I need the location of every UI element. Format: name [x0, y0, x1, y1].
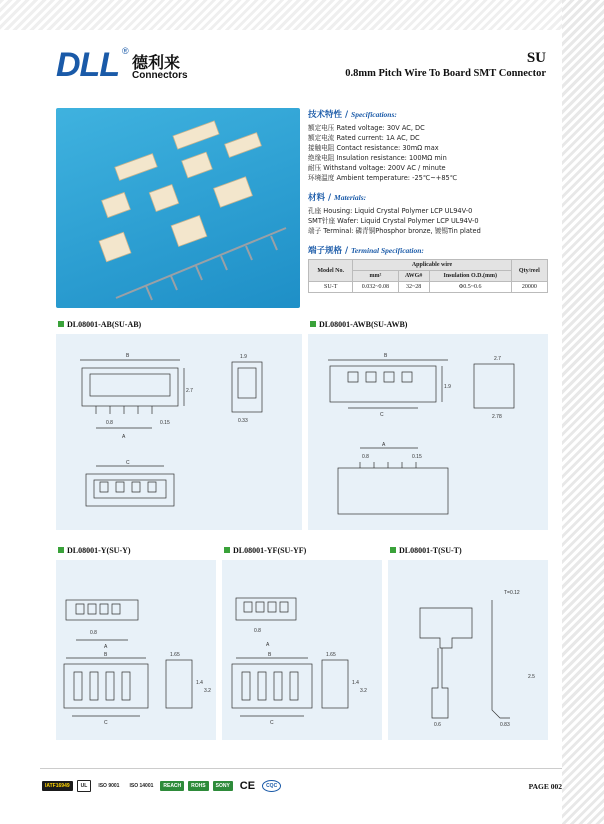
bullet-square-icon — [310, 321, 316, 327]
svg-text:2.7: 2.7 — [494, 356, 501, 362]
drawing-panel-t — [388, 560, 548, 740]
svg-text:A: A — [382, 442, 386, 448]
svg-text:A: A — [104, 644, 108, 650]
svg-text:0.6: 0.6 — [434, 722, 441, 728]
series-title: SU — [526, 50, 546, 66]
drawing-t — [388, 560, 548, 740]
cert-rohs: ROHS — [188, 781, 208, 791]
svg-text:B: B — [104, 652, 108, 658]
col-awg: AWG# — [398, 271, 429, 282]
col-mm2: mm² — [353, 271, 398, 282]
svg-text:0.33: 0.33 — [238, 418, 248, 424]
cert-sony: SONY — [213, 781, 233, 791]
cert-iso9001: ISO 9001 — [95, 781, 122, 791]
svg-text:0.83: 0.83 — [500, 722, 510, 728]
panel-label-t: DL08001-T(SU-T) — [390, 546, 462, 555]
svg-text:C: C — [104, 720, 108, 726]
svg-text:B: B — [384, 353, 388, 359]
drawing-panel-yf — [222, 560, 382, 740]
col-applicable-wire: Applicable wire — [353, 260, 511, 271]
specifications-block — [308, 108, 554, 293]
svg-text:2.7: 2.7 — [186, 388, 193, 394]
top-stripe — [0, 0, 604, 30]
cert-ul: UL — [77, 780, 92, 792]
brand-logo: DLL — [56, 46, 120, 84]
spec-line: 耐压 Withstand voltage: 200V AC / minute — [308, 164, 446, 172]
page-subtitle: 0.8mm Pitch Wire To Board SMT Connector — [345, 68, 546, 79]
cert-cqc: CQC — [262, 780, 281, 792]
drawing-panel-ab — [56, 334, 302, 530]
col-qty: Qty/reel — [511, 260, 547, 282]
drawing-y — [56, 560, 216, 740]
material-line: 端子 Terminal: 磷青铜Phosphor bronze, 镀锡Tin plated — [308, 227, 481, 235]
cert-iso14001: ISO 14001 — [126, 781, 156, 791]
svg-text:0.8: 0.8 — [90, 630, 97, 636]
material-line: SMT针座 Wafer: Liquid Crystal Polymer LCP UL94V-0 — [308, 217, 479, 225]
cert-iatf: IATF16949 — [42, 781, 73, 791]
svg-text:C: C — [126, 460, 130, 466]
registered-mark: ® — [122, 46, 129, 56]
svg-text:A: A — [266, 642, 270, 648]
panel-label-yf: DL08001-YF(SU-YF) — [224, 546, 306, 555]
svg-text:1.9: 1.9 — [240, 354, 247, 360]
svg-text:B: B — [126, 353, 130, 359]
page-number: PAGE 002 — [528, 782, 562, 791]
page-header — [40, 30, 562, 90]
drawing-panel-y — [56, 560, 216, 740]
svg-text:0.8: 0.8 — [254, 628, 261, 634]
svg-text:C: C — [380, 412, 384, 418]
svg-text:0.15: 0.15 — [412, 454, 422, 460]
terminal-spec-table — [308, 259, 548, 293]
brand-name-cn: 德利来 — [132, 53, 181, 72]
svg-text:B: B — [268, 652, 272, 658]
svg-text:2.78: 2.78 — [492, 414, 502, 420]
spec-line: 环境温度 Ambient temperature: -25℃~+85℃ — [308, 174, 458, 182]
col-od: Insulation O.D.(mm) — [429, 271, 511, 282]
brand-name-en: Connectors — [132, 70, 188, 81]
svg-text:T=0.12: T=0.12 — [504, 590, 520, 596]
terminal-spec-title: 端子规格 / Terminal Specification: — [308, 246, 424, 256]
footer-divider — [40, 768, 562, 769]
spec-line: 接触电阻 Contact resistance: 30mΩ max — [308, 144, 439, 152]
svg-text:1.4: 1.4 — [352, 680, 359, 686]
connector-illustration — [56, 108, 300, 308]
cert-ce: CE — [237, 778, 258, 794]
side-stripe — [562, 0, 604, 824]
svg-text:1.9: 1.9 — [444, 384, 451, 390]
svg-text:0.8: 0.8 — [106, 420, 113, 426]
svg-text:3.2: 3.2 — [204, 688, 211, 694]
materials-title: 材料 / Materials: — [308, 193, 367, 203]
table-row: SU-T 0.032~0.08 32~28 Φ0.5~0.6 20000 — [309, 282, 548, 293]
panel-label-ab: DL08001-AB(SU-AB) — [58, 320, 141, 329]
svg-text:C: C — [270, 720, 274, 726]
svg-text:0.15: 0.15 — [160, 420, 170, 426]
drawing-awb — [308, 334, 548, 530]
certification-logos — [42, 778, 281, 794]
spec-title: 技术特性 / Specifications: — [308, 110, 397, 120]
svg-text:1.65: 1.65 — [170, 652, 180, 658]
svg-text:0.8: 0.8 — [362, 454, 369, 460]
bullet-square-icon — [224, 547, 230, 553]
svg-text:1.4: 1.4 — [196, 680, 203, 686]
drawing-ab — [56, 334, 302, 530]
spec-line: 额定电压 Rated voltage: 30V AC, DC — [308, 124, 425, 132]
drawing-yf — [222, 560, 382, 740]
drawing-panel-awb — [308, 334, 548, 530]
svg-text:A: A — [122, 434, 126, 440]
svg-text:2.5: 2.5 — [528, 674, 535, 680]
panel-label-awb: DL08001-AWB(SU-AWB) — [310, 320, 407, 329]
spec-line: 绝缘电阻 Insulation resistance: 100MΩ min — [308, 154, 447, 162]
svg-text:1.65: 1.65 — [326, 652, 336, 658]
spec-line: 额定电流 Rated current: 1A AC, DC — [308, 134, 420, 142]
panel-label-y: DL08001-Y(SU-Y) — [58, 546, 131, 555]
bullet-square-icon — [390, 547, 396, 553]
material-line: 孔座 Housing: Liquid Crystal Polymer LCP UL94V-0 — [308, 207, 473, 215]
svg-text:3.2: 3.2 — [360, 688, 367, 694]
cert-reach: REACH — [160, 781, 184, 791]
product-photo — [56, 108, 300, 308]
col-model: Model No. — [309, 260, 353, 282]
bullet-square-icon — [58, 547, 64, 553]
bullet-square-icon — [58, 321, 64, 327]
